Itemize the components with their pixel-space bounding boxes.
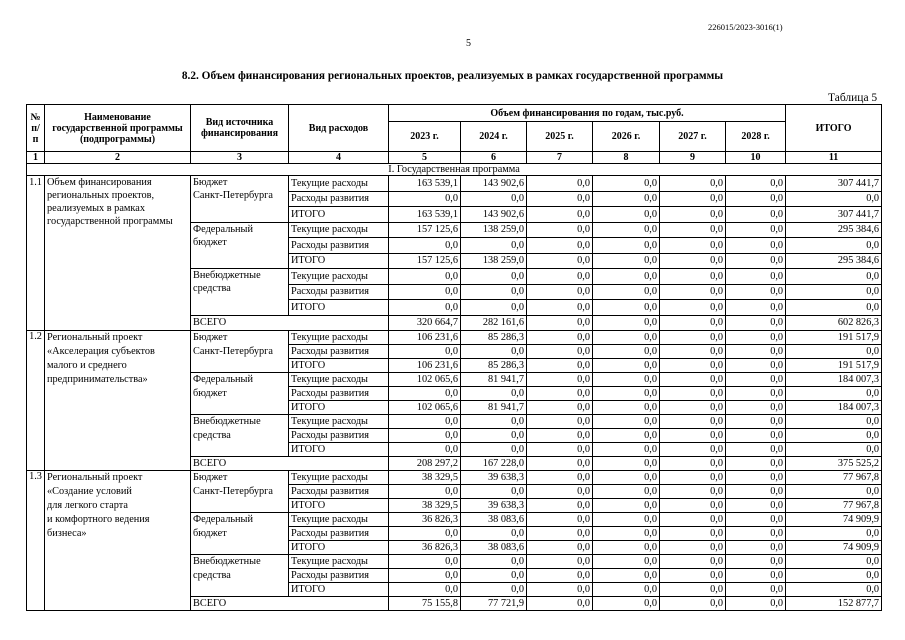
year-value: 163 539,1 — [389, 176, 461, 192]
year-value: 157 125,6 — [389, 222, 461, 238]
funding-source: Бюджет Санкт-Петербурга — [191, 331, 289, 373]
header-program-name: Наименование государственной программы (подпрограммы) — [45, 105, 191, 152]
year-value: 0,0 — [660, 269, 726, 285]
year-value: 0,0 — [726, 331, 786, 345]
year-value: 0,0 — [660, 284, 726, 300]
expense-type: ИТОГО — [289, 499, 389, 513]
year-value: 0,0 — [527, 499, 593, 513]
column-number: 1 — [27, 152, 45, 164]
year-value: 0,0 — [726, 269, 786, 285]
table-row — [27, 331, 882, 345]
year-value: 0,0 — [461, 429, 527, 443]
year-value: 0,0 — [527, 238, 593, 254]
year-value: 0,0 — [527, 583, 593, 597]
row-total: 0,0 — [786, 443, 882, 457]
expense-type: Расходы развития — [289, 238, 389, 254]
year-value: 0,0 — [660, 457, 726, 471]
row-total: 77 967,8 — [786, 471, 882, 485]
page-number: 5 — [466, 38, 471, 49]
year-value: 0,0 — [726, 527, 786, 541]
year-value: 0,0 — [593, 373, 660, 387]
year-value: 0,0 — [726, 415, 786, 429]
year-value: 0,0 — [660, 315, 726, 331]
expense-type: Текущие расходы — [289, 176, 389, 192]
year-value: 0,0 — [527, 300, 593, 316]
row-total: 0,0 — [786, 345, 882, 359]
year-value: 0,0 — [527, 597, 593, 611]
year-value: 0,0 — [461, 387, 527, 401]
column-number: 10 — [726, 152, 786, 164]
year-value: 0,0 — [593, 555, 660, 569]
year-value: 138 259,0 — [461, 222, 527, 238]
year-value: 0,0 — [593, 284, 660, 300]
year-value: 0,0 — [726, 541, 786, 555]
year-value: 0,0 — [660, 345, 726, 359]
year-value: 0,0 — [389, 429, 461, 443]
year-value: 0,0 — [726, 485, 786, 499]
expense-type: Расходы развития — [289, 387, 389, 401]
financing-table — [26, 104, 882, 611]
year-value: 81 941,7 — [461, 373, 527, 387]
expense-type: Текущие расходы — [289, 269, 389, 285]
year-value: 0,0 — [389, 415, 461, 429]
year-value: 0,0 — [527, 443, 593, 457]
expense-type: Текущие расходы — [289, 331, 389, 345]
year-value: 0,0 — [726, 222, 786, 238]
year-value: 0,0 — [527, 359, 593, 373]
row-total: 0,0 — [786, 569, 882, 583]
row-total: 74 909,9 — [786, 541, 882, 555]
year-value: 0,0 — [389, 345, 461, 359]
year-value: 0,0 — [593, 331, 660, 345]
year-value: 0,0 — [593, 191, 660, 207]
year-value: 0,0 — [389, 527, 461, 541]
expense-type: Расходы развития — [289, 569, 389, 583]
row-total: 184 007,3 — [786, 373, 882, 387]
expense-type: Текущие расходы — [289, 373, 389, 387]
year-value: 0,0 — [527, 415, 593, 429]
program-name: Объем финансирования региональных проектов, реализуемых в рамках государственной программы — [45, 176, 191, 331]
program-name: Региональный проект «Создание условий для легкого старта и комфортного ведения бизнеса» — [45, 471, 191, 611]
year-value: 0,0 — [593, 513, 660, 527]
year-value: 0,0 — [726, 176, 786, 192]
year-value: 39 638,3 — [461, 499, 527, 513]
year-value: 282 161,6 — [461, 315, 527, 331]
year-value: 0,0 — [726, 345, 786, 359]
table-caption: Таблица 5 — [828, 92, 878, 104]
year-value: 0,0 — [726, 300, 786, 316]
funding-source: Федеральный бюджет — [191, 222, 289, 269]
program-name: Региональный проект «Акселерация субъектов малого и среднего предпринимательства» — [45, 331, 191, 471]
row-total: 0,0 — [786, 387, 882, 401]
year-value: 0,0 — [726, 429, 786, 443]
row-total: 0,0 — [786, 555, 882, 569]
row-total: 0,0 — [786, 583, 882, 597]
year-value: 163 539,1 — [389, 207, 461, 223]
year-value: 0,0 — [527, 527, 593, 541]
year-value: 0,0 — [660, 300, 726, 316]
year-value: 0,0 — [593, 569, 660, 583]
header-year: 2025 г. — [527, 122, 593, 152]
year-value: 0,0 — [660, 499, 726, 513]
year-value: 0,0 — [660, 238, 726, 254]
year-value: 0,0 — [461, 527, 527, 541]
expense-type: Расходы развития — [289, 191, 389, 207]
expense-type: ИТОГО — [289, 401, 389, 415]
year-value: 0,0 — [593, 345, 660, 359]
year-value: 0,0 — [461, 569, 527, 583]
year-value: 39 638,3 — [461, 471, 527, 485]
year-value: 0,0 — [461, 555, 527, 569]
year-value: 0,0 — [726, 401, 786, 415]
year-value: 0,0 — [527, 401, 593, 415]
year-value: 0,0 — [527, 315, 593, 331]
year-value: 0,0 — [726, 555, 786, 569]
year-value: 0,0 — [660, 513, 726, 527]
year-value: 38 083,6 — [461, 541, 527, 555]
row-total: 295 384,6 — [786, 253, 882, 269]
section-title: 8.2. Объем финансирования региональных проектов, реализуемых в рамках государственной программы — [181, 70, 724, 82]
year-value: 0,0 — [593, 387, 660, 401]
column-number: 4 — [289, 152, 389, 164]
column-number: 11 — [786, 152, 882, 164]
year-value: 0,0 — [660, 541, 726, 555]
year-value: 0,0 — [593, 315, 660, 331]
expense-type: Текущие расходы — [289, 555, 389, 569]
grand-total-label: ВСЕГО — [191, 315, 389, 331]
year-value: 102 065,6 — [389, 373, 461, 387]
year-value: 0,0 — [527, 331, 593, 345]
year-value: 0,0 — [726, 597, 786, 611]
year-value: 0,0 — [527, 387, 593, 401]
expense-type: Текущие расходы — [289, 415, 389, 429]
year-value: 0,0 — [389, 443, 461, 457]
year-value: 0,0 — [726, 315, 786, 331]
year-value: 0,0 — [593, 300, 660, 316]
header-total: ИТОГО — [786, 105, 882, 152]
year-value: 0,0 — [660, 387, 726, 401]
header-volume: Объем финансирования по годам, тыс.руб. — [389, 105, 786, 122]
row-total: 0,0 — [786, 269, 882, 285]
year-value: 0,0 — [593, 238, 660, 254]
row-total: 295 384,6 — [786, 222, 882, 238]
header-year: 2028 г. — [726, 122, 786, 152]
year-value: 0,0 — [660, 471, 726, 485]
row-total: 74 909,9 — [786, 513, 882, 527]
year-value: 106 231,6 — [389, 359, 461, 373]
year-value: 0,0 — [726, 457, 786, 471]
year-value: 0,0 — [726, 359, 786, 373]
year-value: 0,0 — [593, 176, 660, 192]
year-value: 0,0 — [389, 284, 461, 300]
year-value: 0,0 — [660, 331, 726, 345]
expense-type: ИТОГО — [289, 253, 389, 269]
expense-type: Расходы развития — [289, 284, 389, 300]
expense-type: Расходы развития — [289, 345, 389, 359]
year-value: 0,0 — [726, 569, 786, 583]
column-numbers-row — [27, 152, 882, 164]
year-value: 0,0 — [527, 541, 593, 555]
header-year: 2023 г. — [389, 122, 461, 152]
year-value: 36 826,3 — [389, 541, 461, 555]
row-index: 1.2 — [27, 331, 45, 471]
year-value: 0,0 — [461, 300, 527, 316]
expense-type: ИТОГО — [289, 583, 389, 597]
row-total: 0,0 — [786, 238, 882, 254]
year-value: 38 329,5 — [389, 499, 461, 513]
row-total: 0,0 — [786, 191, 882, 207]
expense-type: ИТОГО — [289, 443, 389, 457]
row-total: 0,0 — [786, 300, 882, 316]
year-value: 0,0 — [660, 555, 726, 569]
year-value: 0,0 — [461, 415, 527, 429]
year-value: 0,0 — [527, 176, 593, 192]
year-value: 0,0 — [527, 373, 593, 387]
year-value: 208 297,2 — [389, 457, 461, 471]
year-value: 0,0 — [389, 191, 461, 207]
year-value: 0,0 — [593, 222, 660, 238]
year-value: 0,0 — [726, 207, 786, 223]
year-value: 75 155,8 — [389, 597, 461, 611]
row-total: 0,0 — [786, 284, 882, 300]
funding-source: Внебюджетные средства — [191, 555, 289, 597]
year-value: 38 083,6 — [461, 513, 527, 527]
year-value: 0,0 — [660, 415, 726, 429]
year-value: 0,0 — [660, 527, 726, 541]
year-value: 0,0 — [660, 569, 726, 583]
year-value: 0,0 — [660, 443, 726, 457]
year-value: 0,0 — [660, 373, 726, 387]
year-value: 0,0 — [461, 238, 527, 254]
year-value: 0,0 — [389, 300, 461, 316]
year-value: 0,0 — [389, 238, 461, 254]
funding-source: Внебюджетные средства — [191, 269, 289, 316]
year-value: 0,0 — [593, 415, 660, 429]
year-value: 0,0 — [389, 569, 461, 583]
year-value: 77 721,9 — [461, 597, 527, 611]
year-value: 0,0 — [593, 541, 660, 555]
row-total: 602 826,3 — [786, 315, 882, 331]
year-value: 0,0 — [461, 485, 527, 499]
year-value: 0,0 — [593, 457, 660, 471]
row-total: 0,0 — [786, 429, 882, 443]
year-value: 0,0 — [660, 191, 726, 207]
year-value: 138 259,0 — [461, 253, 527, 269]
row-total: 0,0 — [786, 527, 882, 541]
year-value: 0,0 — [527, 222, 593, 238]
row-total: 307 441,7 — [786, 207, 882, 223]
year-value: 0,0 — [660, 597, 726, 611]
funding-source: Бюджет Санкт-Петербурга — [191, 176, 289, 223]
header-year: 2026 г. — [593, 122, 660, 152]
year-value: 0,0 — [527, 191, 593, 207]
year-value: 0,0 — [660, 359, 726, 373]
row-index: 1.3 — [27, 471, 45, 611]
year-value: 0,0 — [527, 569, 593, 583]
row-total: 307 441,7 — [786, 176, 882, 192]
year-value: 0,0 — [726, 471, 786, 485]
year-value: 167 228,0 — [461, 457, 527, 471]
header-year: 2027 г. — [660, 122, 726, 152]
expense-type: Текущие расходы — [289, 513, 389, 527]
year-value: 0,0 — [660, 429, 726, 443]
year-value: 0,0 — [389, 555, 461, 569]
column-number: 6 — [461, 152, 527, 164]
year-value: 106 231,6 — [389, 331, 461, 345]
year-value: 0,0 — [593, 499, 660, 513]
year-value: 0,0 — [593, 597, 660, 611]
expense-type: ИТОГО — [289, 359, 389, 373]
year-value: 0,0 — [660, 583, 726, 597]
year-value: 36 826,3 — [389, 513, 461, 527]
year-value: 0,0 — [726, 443, 786, 457]
row-total: 152 877,7 — [786, 597, 882, 611]
header-expense-type: Вид расходов — [289, 105, 389, 152]
year-value: 0,0 — [593, 583, 660, 597]
year-value: 0,0 — [593, 269, 660, 285]
year-value: 0,0 — [461, 345, 527, 359]
year-value: 0,0 — [527, 485, 593, 499]
year-value: 0,0 — [726, 513, 786, 527]
year-value: 0,0 — [593, 207, 660, 223]
funding-source: Бюджет Санкт-Петербурга — [191, 471, 289, 513]
section-title-cell: I. Государственная программа — [27, 164, 882, 176]
year-value: 0,0 — [660, 485, 726, 499]
header-no: № п/п — [27, 105, 45, 152]
year-value: 0,0 — [726, 387, 786, 401]
year-value: 320 664,7 — [389, 315, 461, 331]
column-number: 9 — [660, 152, 726, 164]
expense-type: ИТОГО — [289, 300, 389, 316]
header-funding-source: Вид источника финансирования — [191, 105, 289, 152]
year-value: 0,0 — [660, 207, 726, 223]
year-value: 0,0 — [389, 583, 461, 597]
row-index: 1.1 — [27, 176, 45, 331]
year-value: 0,0 — [726, 253, 786, 269]
year-value: 0,0 — [660, 176, 726, 192]
funding-source: Внебюджетные средства — [191, 415, 289, 457]
year-value: 0,0 — [461, 583, 527, 597]
year-value: 0,0 — [660, 401, 726, 415]
year-value: 0,0 — [461, 269, 527, 285]
expense-type: Расходы развития — [289, 527, 389, 541]
year-value: 38 329,5 — [389, 471, 461, 485]
year-value: 102 065,6 — [389, 401, 461, 415]
year-value: 0,0 — [726, 373, 786, 387]
column-number: 3 — [191, 152, 289, 164]
year-value: 0,0 — [593, 429, 660, 443]
year-value: 0,0 — [527, 207, 593, 223]
expense-type: Текущие расходы — [289, 471, 389, 485]
year-value: 0,0 — [527, 457, 593, 471]
year-value: 0,0 — [527, 345, 593, 359]
year-value: 143 902,6 — [461, 176, 527, 192]
section-row — [27, 164, 882, 176]
column-number: 5 — [389, 152, 461, 164]
year-value: 0,0 — [726, 499, 786, 513]
year-value: 0,0 — [527, 284, 593, 300]
year-value: 0,0 — [527, 555, 593, 569]
year-value: 0,0 — [660, 222, 726, 238]
year-value: 0,0 — [726, 284, 786, 300]
column-number: 8 — [593, 152, 660, 164]
year-value: 0,0 — [527, 269, 593, 285]
year-value: 0,0 — [726, 583, 786, 597]
year-value: 85 286,3 — [461, 331, 527, 345]
year-value: 0,0 — [527, 471, 593, 485]
expense-type: Расходы развития — [289, 429, 389, 443]
table-row — [27, 471, 882, 485]
year-value: 0,0 — [593, 443, 660, 457]
year-value: 0,0 — [593, 359, 660, 373]
funding-source: Федеральный бюджет — [191, 373, 289, 415]
year-value: 0,0 — [389, 387, 461, 401]
year-value: 0,0 — [527, 429, 593, 443]
row-total: 77 967,8 — [786, 499, 882, 513]
year-value: 0,0 — [593, 253, 660, 269]
year-value: 0,0 — [593, 527, 660, 541]
year-value: 0,0 — [389, 269, 461, 285]
year-value: 0,0 — [389, 485, 461, 499]
row-total: 191 517,9 — [786, 331, 882, 345]
year-value: 0,0 — [461, 443, 527, 457]
column-number: 2 — [45, 152, 191, 164]
year-value: 0,0 — [726, 238, 786, 254]
year-value: 0,0 — [461, 284, 527, 300]
grand-total-label: ВСЕГО — [191, 457, 389, 471]
year-value: 0,0 — [461, 191, 527, 207]
year-value: 0,0 — [726, 191, 786, 207]
expense-type: ИТОГО — [289, 207, 389, 223]
table-row — [27, 176, 882, 192]
expense-type: Расходы развития — [289, 485, 389, 499]
year-value: 0,0 — [593, 401, 660, 415]
row-total: 191 517,9 — [786, 359, 882, 373]
funding-source: Федеральный бюджет — [191, 513, 289, 555]
year-value: 0,0 — [593, 485, 660, 499]
row-total: 375 525,2 — [786, 457, 882, 471]
year-value: 0,0 — [527, 253, 593, 269]
expense-type: Текущие расходы — [289, 222, 389, 238]
year-value: 0,0 — [660, 253, 726, 269]
row-total: 184 007,3 — [786, 401, 882, 415]
year-value: 0,0 — [527, 513, 593, 527]
year-value: 85 286,3 — [461, 359, 527, 373]
document-number: 226015/2023-3016(1) — [708, 22, 783, 32]
row-total: 0,0 — [786, 485, 882, 499]
row-total: 0,0 — [786, 415, 882, 429]
column-number: 7 — [527, 152, 593, 164]
grand-total-label: ВСЕГО — [191, 597, 389, 611]
expense-type: ИТОГО — [289, 541, 389, 555]
year-value: 143 902,6 — [461, 207, 527, 223]
year-value: 157 125,6 — [389, 253, 461, 269]
year-value: 0,0 — [593, 471, 660, 485]
header-year: 2024 г. — [461, 122, 527, 152]
year-value: 81 941,7 — [461, 401, 527, 415]
